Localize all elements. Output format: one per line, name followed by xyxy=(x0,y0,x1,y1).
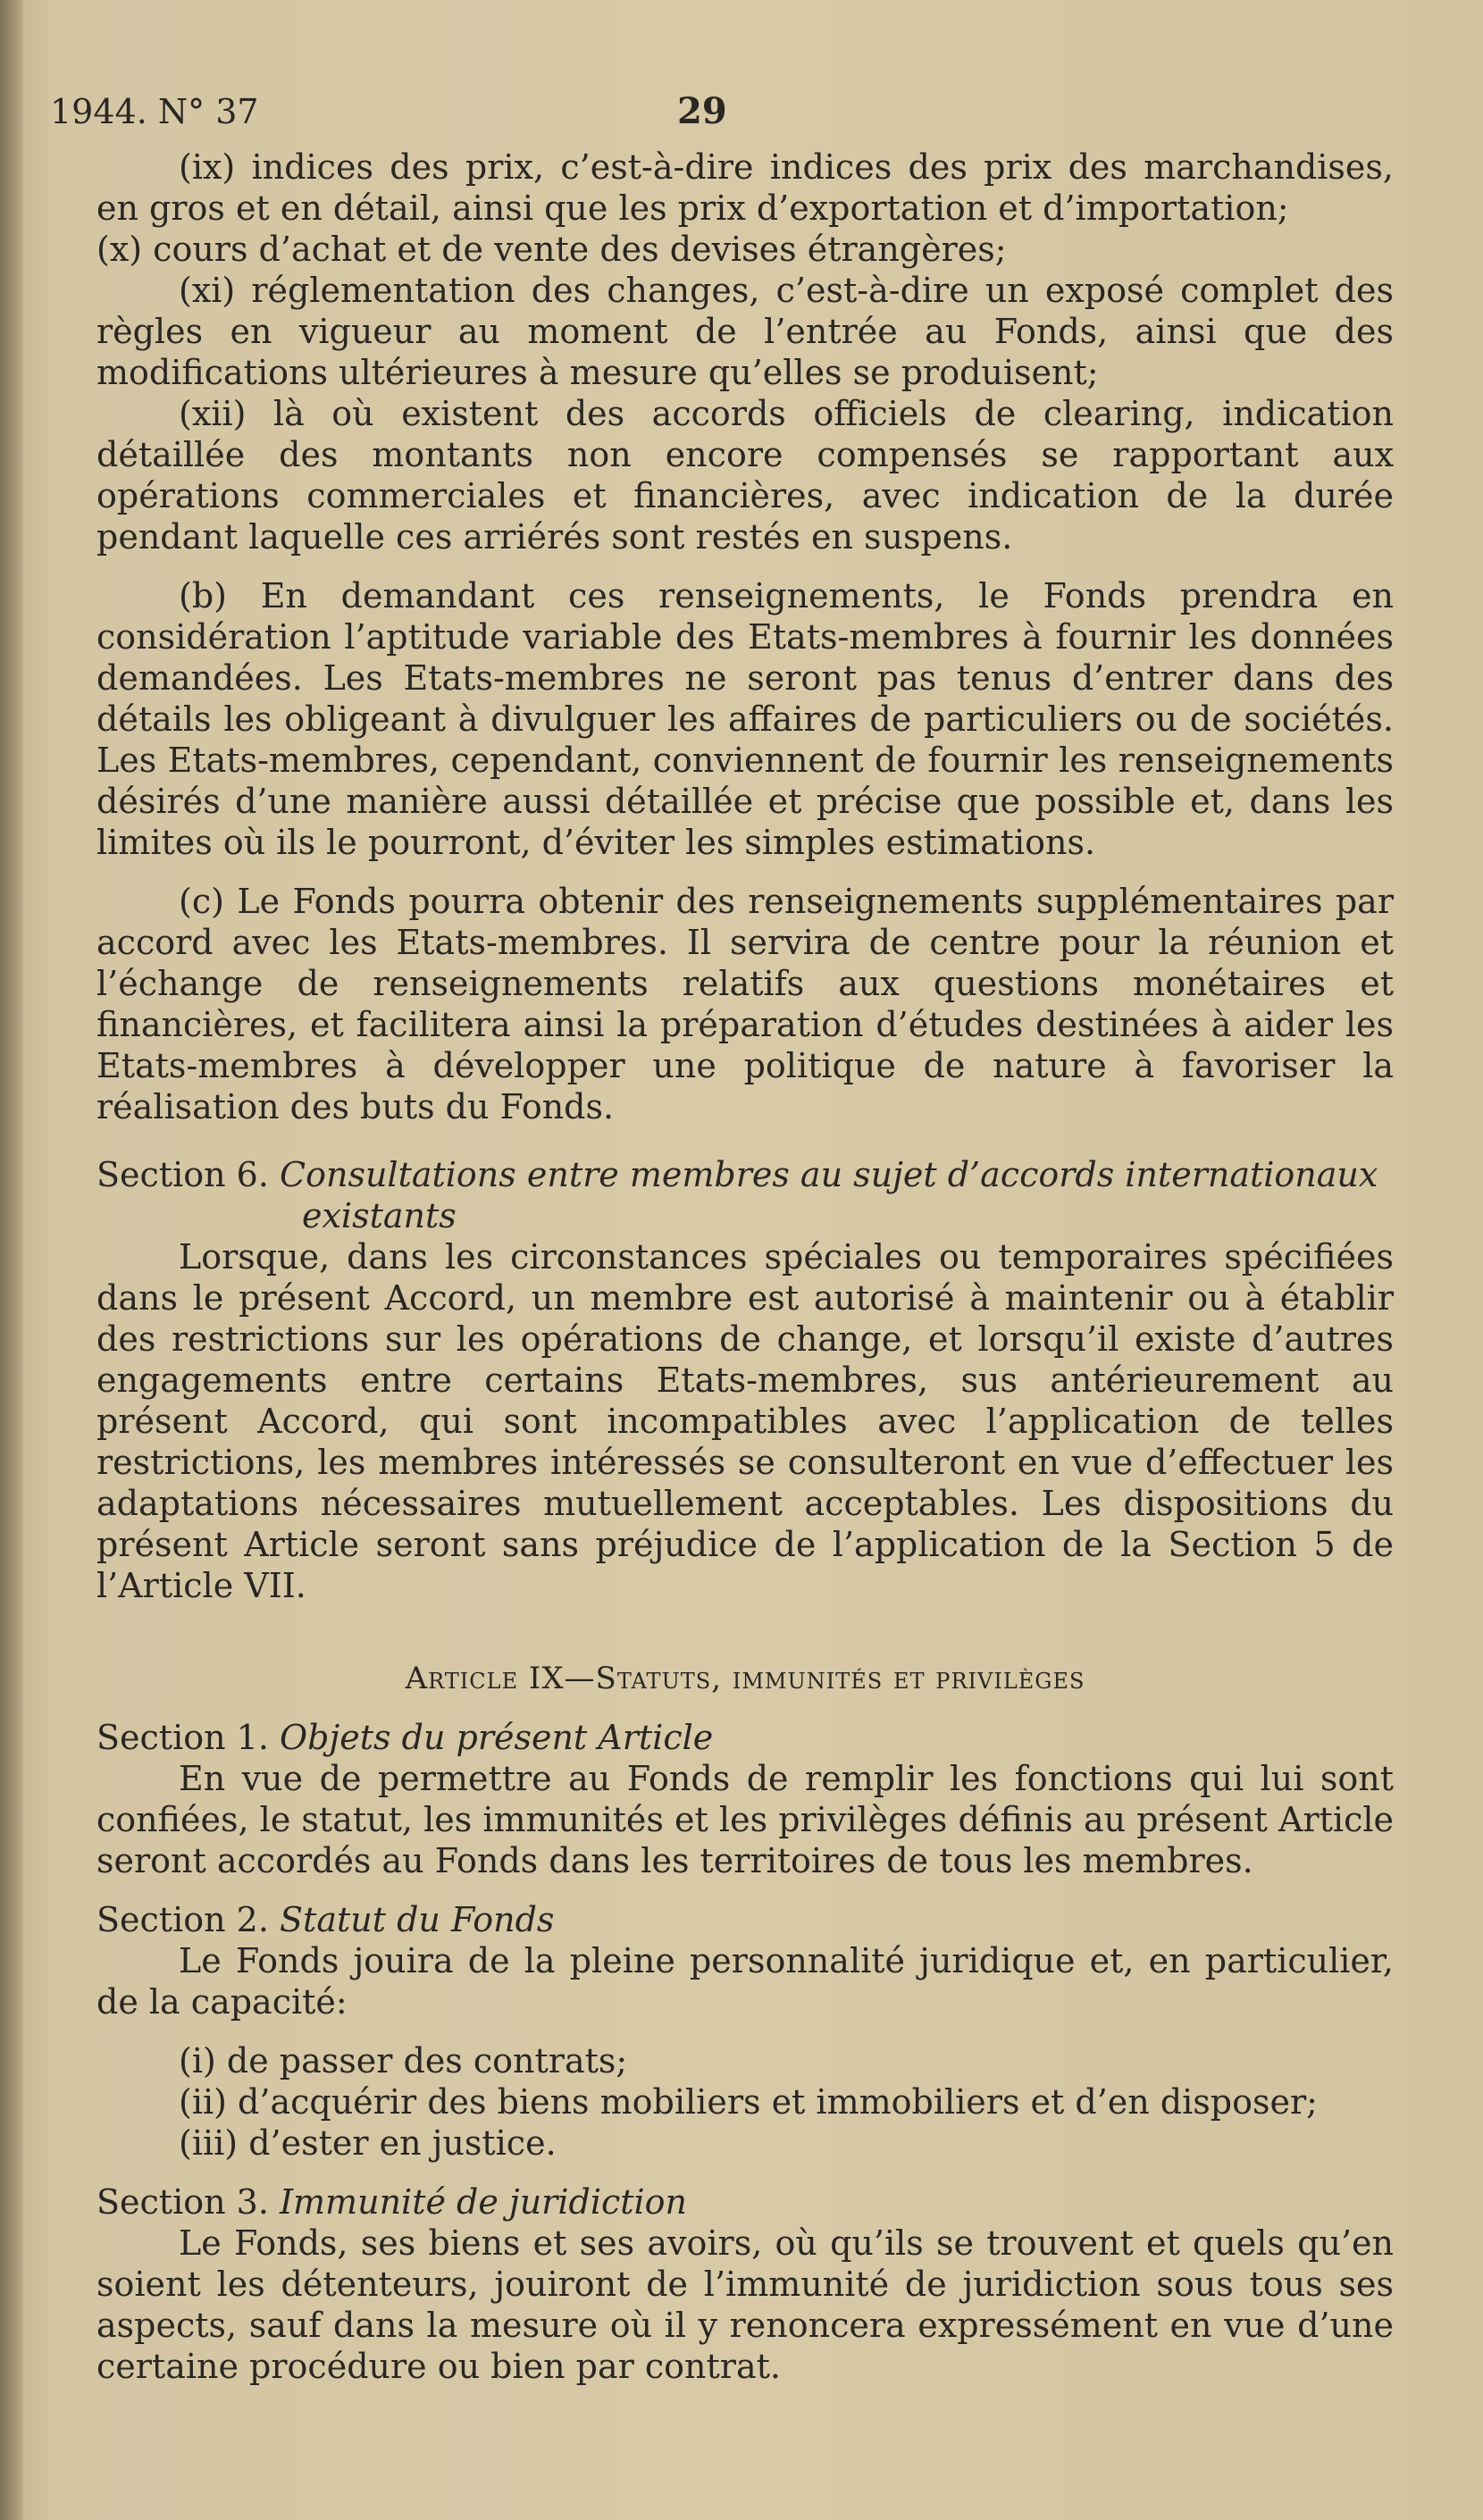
section-1-label: Section 1. xyxy=(96,1718,269,1757)
paragraph-b: (b) En demandant ces renseignements, le Fonds prendra en considération l’aptitude variable des Etats-membres à fournir les données demandées. Les Etats-membres ne seront pas tenus d’entrer dans des détails les obligeant à divulguer les affaires de particuliers ou de sociétés. Les Etats-membres, cependant, conviennent de fournir les renseignements désirés d’une manière aussi détaillée et précise que possible et, dans les limites où ils le pourront, d’éviter les simples estimations. xyxy=(96,576,1394,862)
section-6-title-continued: existants xyxy=(302,1196,457,1235)
page-number: 29 xyxy=(677,90,727,132)
section-6-heading xyxy=(96,1154,1394,1195)
section-2-item-iii: (iii) d’ester en justice. xyxy=(179,2123,557,2163)
section-6-label: Section 6. xyxy=(96,1155,269,1194)
year-number-label: 1944. N° 37 xyxy=(50,92,259,131)
section-3-label: Section 3. xyxy=(96,2182,269,2222)
section-2-item-i: (i) de passer des contrats; xyxy=(179,2041,628,2080)
section-2-item-ii: (ii) d’acquérir des biens mobiliers et immobiliers et d’en disposer; xyxy=(179,2082,1318,2122)
paragraph-ix: (ix) indices des prix, c’est-à-dire indices des prix des marchandises, en gros et en détail, ainsi que les prix d’exportation et d’importation; xyxy=(96,147,1394,228)
section-1-body: En vue de permettre au Fonds de remplir les fonctions qui lui sont confiées, le statut, les immunités et les privilèges définis au présent Article seront accordés au Fonds dans les territoires de tous les membres. xyxy=(96,1759,1394,1880)
page-binding-edge xyxy=(0,0,23,2520)
section-2-label: Section 2. xyxy=(96,1900,269,1939)
section-1-heading xyxy=(96,1717,1394,1758)
paragraph-xii: (xii) là où existent des accords officiels de clearing, indication détaillée des montants non encore compensés se rapportant aux opérations commerciales et financières, avec indication de la durée pendant laquelle ces arriérés sont restés en suspens. xyxy=(96,394,1394,557)
paragraph-c: (c) Le Fonds pourra obtenir des renseignements supplémentaires par accord avec les Etats-membres. Il servira de centre pour la réunion et l’échange de renseignements relatifs aux questions monétaires et financières, et facilitera ainsi la préparation d’études destinées à aider les Etats-membres à développer une politique de nature à favoriser la réalisation des buts du Fonds. xyxy=(96,882,1394,1126)
section-2-heading xyxy=(96,1899,1394,1940)
page-content xyxy=(50,86,1394,2387)
section-3-title: Immunité de juridiction xyxy=(280,2182,688,2222)
section-3-body: Le Fonds, ses biens et ses avoirs, où qu’ils se trouvent et quels qu’en soient les détenteurs, jouiront de l’immunité de juridiction sous tous ses aspects, sauf dans la mesure où il y renoncera expressément en vue d’une certaine procédure ou bien par contrat. xyxy=(96,2223,1394,2386)
section-2-body: Le Fonds jouira de la pleine personnalité juridique et, en particulier, de la capacité: xyxy=(96,1941,1394,2022)
page-header xyxy=(50,86,1394,147)
section-1-title: Objets du présent Article xyxy=(280,1718,714,1757)
paragraph-xi: (xi) réglementation des changes, c’est-à-dire un exposé complet des règles en vigueur au moment de l’entrée au Fonds, ainsi que des modifications ultérieures à mesure qu’elles se produisent; xyxy=(96,271,1394,392)
section-6-title: Consultations entre membres au sujet d’accords internationaux xyxy=(280,1155,1378,1194)
section-3-heading xyxy=(96,2181,1394,2223)
section-2-title: Statut du Fonds xyxy=(280,1900,555,1939)
section-6-body: Lorsque, dans les circonstances spéciales ou temporaires spécifiées dans le présent Accord, un membre est autorisé à maintenir ou à établir des restrictions sur les opérations de change, et lorsqu’il existe d’autres engagements entre certains Etats-membres, sus antérieurement au présent Accord, qui sont incompatibles avec l’application de telles restrictions, les membres intéressés se consulteront en vue d’effectuer les adaptations nécessaires mutuellement acceptables. Les dispositions du présent Article seront sans préjudice de l’application de la Section 5 de l’Article VII. xyxy=(96,1237,1394,1605)
paragraph-x: (x) cours d’achat et de vente des devises étrangères; xyxy=(96,230,1007,269)
article-9-title: Article IX—Statuts, immunités et privilèges xyxy=(405,1661,1085,1696)
